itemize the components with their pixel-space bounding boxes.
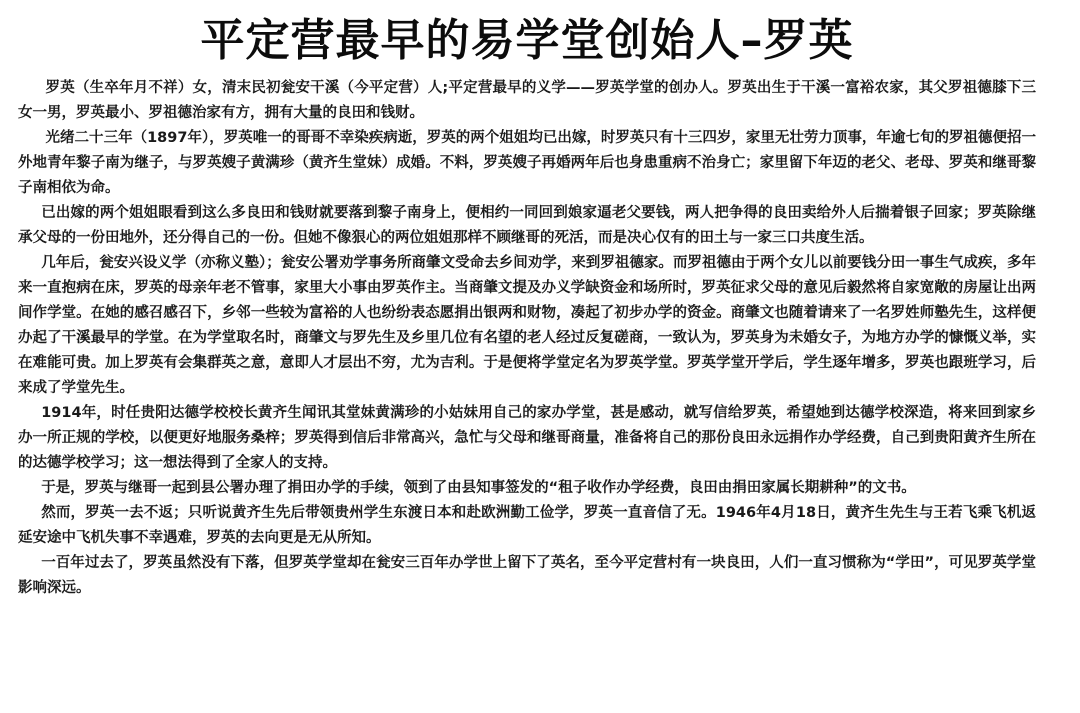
article-body: [18, 76, 1036, 601]
paragraph-6: 于是，罗英与继哥一起到县公署办理了捐田办学的手续，领到了由县知事签发的“租子收作办学经费，良田由捐田家属长期耕种”的文书。: [41, 480, 916, 496]
paragraph-8: 一百年过去了，罗英虽然没有下落，但罗英学堂却在瓮安三百年办学世上留下了英名，至今平定营村有一块良田，人们一直习惯称为“学田”，可见罗英学堂影响深远。: [18, 555, 1036, 596]
document-title: 平定营最早的易学堂创始人–罗英: [200, 15, 854, 66]
paragraph-4: 几年后，瓮安兴设义学（亦称义塾）；瓮安公署劝学事务所商肇文受命去乡间劝学，来到罗祖德家。而罗祖德由于两个女儿以前要钱分田一事生气成疾，多年来一直抱病在床，罗英的母亲年老不管事，家里大小事由罗英作主。当商肇文提及办义学缺资金和场所时，罗英征求父母的意见后毅然将自家宽敞的房屋让出两间作学堂。在她的感召感召下，乡邻一些较为富裕的人也纷纷表态愿捐出银两和财物，凑起了初步办学的资金。商肇文也随着请来了一名罗姓师塾先生，这样便办起了干溪最早的学堂。在为学堂取名时，商肇文与罗先生及乡里几位有名望的老人经过反复磋商，一致认为，罗英身为未婚女子，为地方办学的慷慨义举，实在难能可贵。加上罗英有会集群英之意，意即人才层出不穷，尤为吉利。于是便将学堂定名为罗英学堂。罗英学堂开学后，学生逐年增多，罗英也跟班学习，后来成了学堂先生。: [18, 255, 1036, 396]
paragraph-3: 已出嫁的两个姐姐眼看到这么多良田和钱财就要落到黎子南身上，便相约一同回到娘家逼老父要钱，两人把争得的良田卖给外人后揣着银子回家；罗英除继承父母的一份田地外，还分得自己的一份。但她不像狠心的两位姐姐那样不顾继哥的死活，而是决心仅有的田土与一家三口共度生活。: [18, 205, 1036, 246]
paragraph-2: 光绪二十三年（1897年），罗英唯一的哥哥不幸染疾病逝，罗英的两个姐姐均已出嫁，时罗英只有十三四岁，家里无壮劳力顶事，年逾七旬的罗祖德便招一外地青年黎子南为继子，与罗英嫂子黄满珍（黄齐生堂妹）成婚。不料，罗英嫂子再婚两年后也身患重病不治身亡；家里留下年迈的老父、老母、罗英和继哥黎子南相依为命。: [18, 130, 1036, 196]
paragraph-7: 然而，罗英一去不返；只听说黄齐生先后带领贵州学生东渡日本和赴欧洲勤工俭学，罗英一直音信了无。1946年4月18日，黄齐生先生与王若飞乘飞机返延安途中飞机失事不幸遇难，罗英的去向更是无从所知。: [18, 505, 1036, 546]
paragraph-1: 罗英（生卒年月不祥）女，清末民初瓮安干溪（今平定营）人;平定营最早的义学——罗英学堂的创办人。罗英出生于干溪一富裕农家，其父罗祖德膝下三女一男，罗英最小、罗祖德治家有方，拥有大量的良田和钱财。: [18, 80, 1036, 121]
paragraph-5: 1914年，时任贵阳达德学校校长黄齐生闻讯其堂妹黄满珍的小姑妹用自己的家办学堂，甚是感动，就写信给罗英，希望她到达德学校深造，将来回到家乡办一所正规的学校，以便更好地服务桑梓；罗英得到信后非常高兴，急忙与父母和继哥商量，准备将自己的那份良田永远捐作办学经费，自己到贵阳黄齐生所在的达德学校学习；这一想法得到了全家人的支持。: [18, 405, 1036, 471]
